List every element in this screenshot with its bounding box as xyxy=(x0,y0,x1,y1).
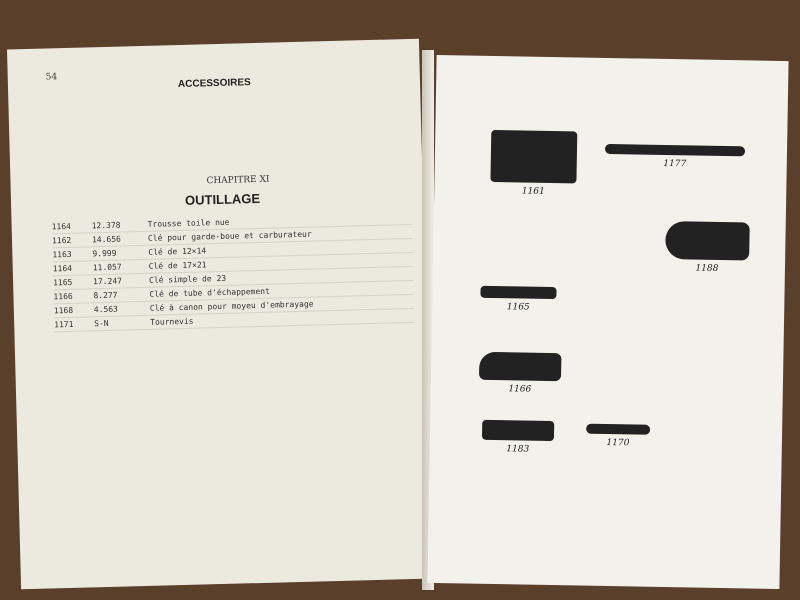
row-description: Clé pour garde-boue et carburateur xyxy=(147,229,312,243)
tool-1183 xyxy=(482,420,555,455)
row-description: Tournevis xyxy=(150,316,194,327)
row-ref: 1171 xyxy=(54,319,74,330)
tool-caption: 1170 xyxy=(606,437,630,449)
tool-1170 xyxy=(586,424,650,449)
right-page xyxy=(427,55,788,589)
tool-caption: 1183 xyxy=(506,444,530,455)
large-wrench-icon xyxy=(665,221,750,260)
tool-1161 xyxy=(490,130,577,197)
row-description: Trousse toile nue xyxy=(147,217,230,229)
hook-wrench-icon xyxy=(479,352,561,381)
wrench-icon xyxy=(480,286,556,299)
row-description: Clé de 12×14 xyxy=(148,246,207,257)
row-number: 8.277 xyxy=(93,290,118,301)
row-ref: 1166 xyxy=(53,291,73,302)
tool-1165 xyxy=(480,286,556,313)
tool-caption: 1161 xyxy=(521,186,545,197)
row-description: Clé simple de 23 xyxy=(148,273,227,285)
tool-caption: 1166 xyxy=(508,384,532,395)
tool-caption: 1188 xyxy=(695,263,719,274)
tool-1166 xyxy=(479,352,562,395)
row-number: 17.247 xyxy=(92,276,123,287)
page-title: ACCESSOIRES xyxy=(177,77,251,91)
row-number: S-N xyxy=(94,318,109,329)
row-ref: 1165 xyxy=(53,277,73,288)
tool-1177 xyxy=(605,144,745,170)
row-ref: 1162 xyxy=(51,235,72,246)
row-ref: 1163 xyxy=(52,249,72,260)
row-number: 12.378 xyxy=(91,220,121,231)
row-number: 9.999 xyxy=(92,248,117,259)
row-ref: 1164 xyxy=(52,263,73,274)
chapter-title: OUTILLAGE xyxy=(184,190,261,208)
left-page xyxy=(7,39,433,590)
row-ref: 1168 xyxy=(53,305,74,316)
pliers-icon xyxy=(586,424,650,435)
page-number: 54 xyxy=(45,72,58,83)
row-description: Clé à canon pour moyeu d'embrayage xyxy=(149,299,314,313)
row-ref: 1164 xyxy=(51,221,72,232)
parts-table xyxy=(51,211,414,332)
row-number: 11.057 xyxy=(92,262,122,273)
tool-1188 xyxy=(665,221,750,274)
row-description: Clé de tube d'échappement xyxy=(149,286,270,299)
adjustable-wrench-icon xyxy=(482,420,554,441)
chapter-label: CHAPITRE XI xyxy=(206,174,270,187)
row-number: 4.563 xyxy=(93,304,119,315)
tube-icon xyxy=(605,144,745,156)
row-description: Clé de 17×21 xyxy=(148,260,207,271)
tool-roll-icon xyxy=(490,130,577,183)
row-number: 14.656 xyxy=(91,234,122,245)
tool-caption: 1165 xyxy=(506,302,530,313)
tool-caption: 1177 xyxy=(663,158,687,170)
